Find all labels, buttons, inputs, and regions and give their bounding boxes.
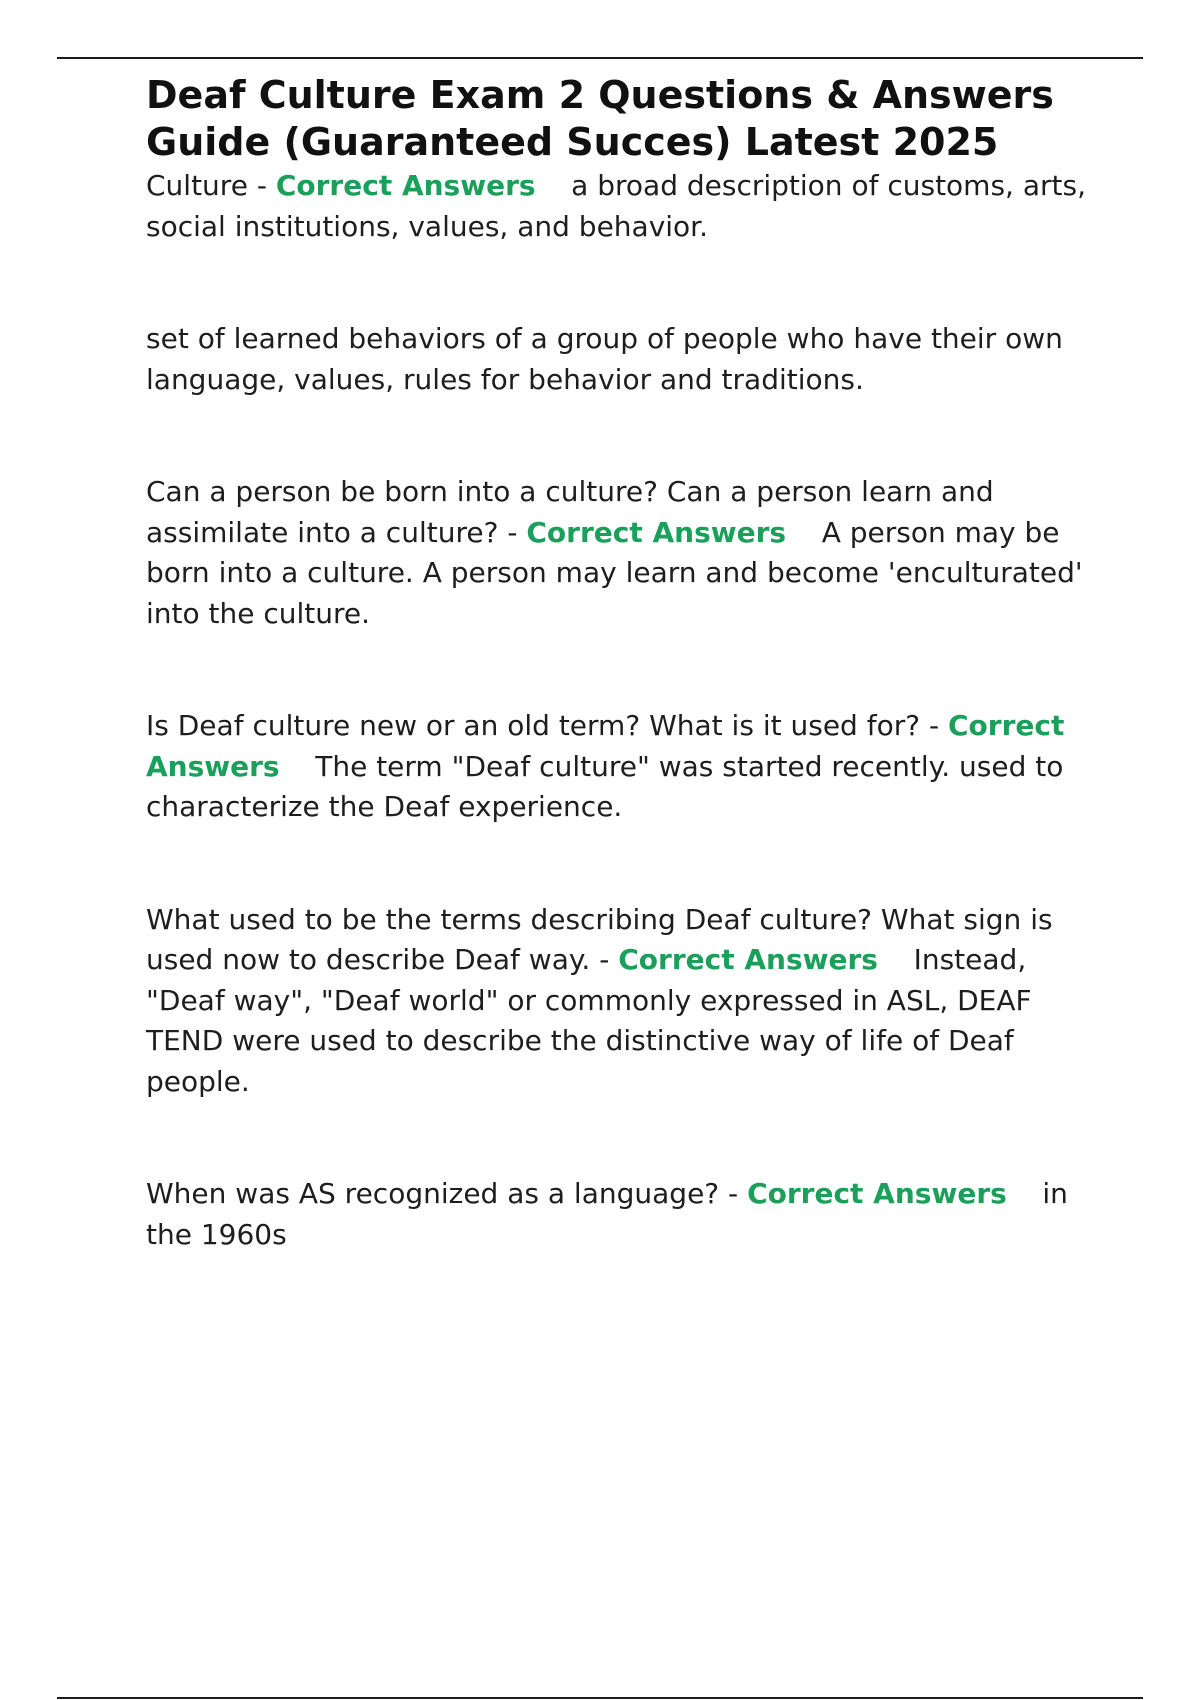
correct-answers-label: Correct Answers bbox=[526, 515, 787, 549]
correct-answers-label: Correct Answers bbox=[618, 943, 878, 976]
correct-answers-label: Correct Answers bbox=[146, 709, 1065, 783]
bottom-rule bbox=[57, 1697, 1143, 1699]
qa-entry-culture bbox=[146, 166, 1086, 247]
question-text: Culture - bbox=[146, 169, 276, 202]
qa-entry-deaf-way-terms bbox=[146, 900, 1086, 1103]
document-body bbox=[146, 72, 1086, 1255]
answer-text: in the 1960s bbox=[146, 1177, 1068, 1251]
answer-text: Instead, "Deaf way", "Deaf world" or commonly expressed in ASL, DEAF TEND were used to describe the distinctive way of life of Deaf people. bbox=[146, 943, 1032, 1098]
question-text: When was AS recognized as a language? - bbox=[146, 1177, 748, 1210]
document-title: Deaf Culture Exam 2 Questions & Answers Guide (Guaranteed Succes) Latest 2025 bbox=[146, 73, 1054, 164]
answer-text: set of learned behaviors of a group of people who have their own language, values, rules for behavior and traditions. bbox=[146, 322, 1063, 396]
qa-entry-born-into-culture bbox=[146, 472, 1086, 634]
answer-text: A person may be born into a culture. A person may learn and become 'enculturated' into the culture. bbox=[146, 515, 1083, 630]
correct-answers-label: Correct Answers bbox=[747, 1177, 1007, 1210]
question-text: What used to be the terms describing Deaf culture? What sign is used now to describe Deaf way. - bbox=[146, 902, 1053, 976]
answer-text: a broad description of customs, arts, social institutions, values, and behavior. bbox=[146, 169, 1086, 243]
qa-entry-asl-recognized bbox=[146, 1174, 1086, 1255]
question-text: Is Deaf culture new or an old term? What is it used for? - bbox=[146, 709, 948, 742]
question-text: Can a person be born into a culture? Can a person learn and assimilate into a culture? - bbox=[146, 475, 994, 549]
qa-entry-deaf-culture-term bbox=[146, 706, 1086, 828]
qa-entry-definition bbox=[146, 319, 1086, 400]
top-rule bbox=[57, 57, 1143, 59]
answer-text: The term "Deaf culture" was started recently. used to characterize the Deaf experience. bbox=[146, 749, 1064, 823]
correct-answers-label: Correct Answers bbox=[275, 169, 536, 202]
